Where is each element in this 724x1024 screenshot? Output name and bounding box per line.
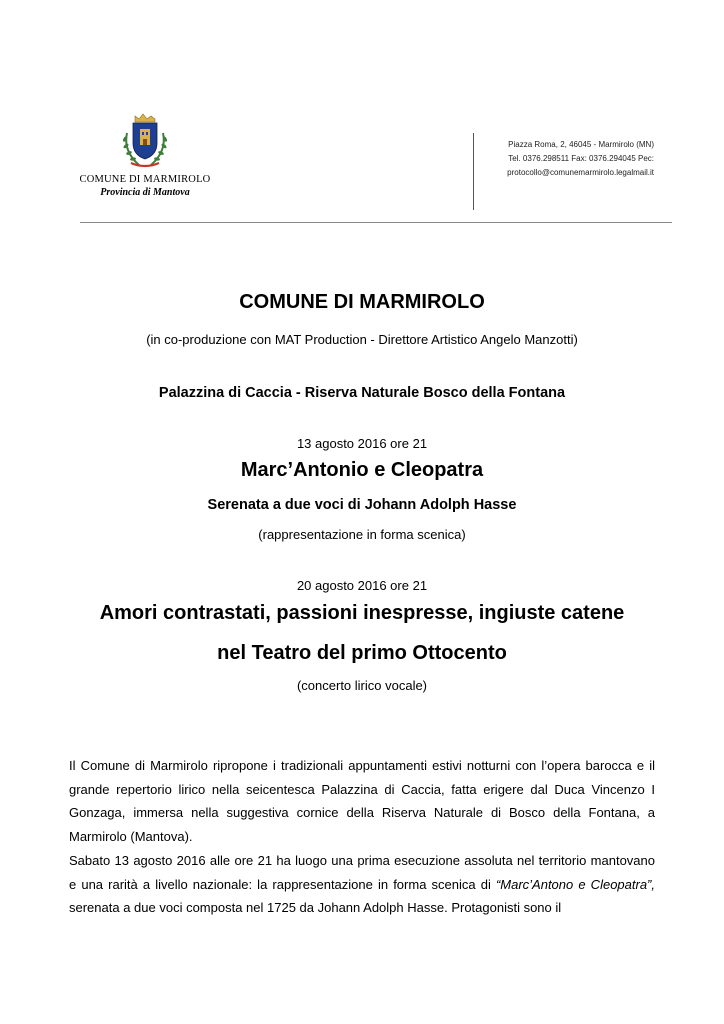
event2-note: (concerto lirico vocale) <box>296 678 428 693</box>
page-title: COMUNE DI MARMIROLO <box>239 291 485 313</box>
contact-address: Piazza Roma, 2, 46045 - Marmirolo (MN) <box>508 140 654 149</box>
body-p2-text-end: serenata a due voci composta nel 1725 da Johann Adolph Hasse. Protagonisti sono il <box>69 900 562 916</box>
body-paragraph-1: Il Comune di Marmirolo ripropone i tradizionali appuntamenti estivi notturni con l’opera barocca e il grande repertorio lirico nella seicentesca Palazzina di Caccia, fatta erigere dal Duca Vincenzo I Gonzaga, immersa nella suggestiva cornice della Riserva Naturale di Bosco della Fontana, a Marmirolo (Mantova). <box>69 758 655 845</box>
event1-note: (rappresentazione in forma scenica) <box>258 527 466 542</box>
event1-subtitle: Serenata a due voci di Johann Adolph Hasse <box>207 497 517 513</box>
event1-title: Marc’Antonio e Cleopatra <box>240 459 484 481</box>
header-divider <box>473 133 474 210</box>
org-province: Provincia di Mantova <box>100 187 190 198</box>
body-paragraph-2 <box>69 849 655 920</box>
event1-date: 13 agosto 2016 ore 21 <box>296 436 428 451</box>
contact-phone-fax: Tel. 0376.298511 Fax: 0376.294045 Pec: <box>508 154 654 163</box>
body-p2-text: Sabato 13 agosto 2016 alle ore 21 ha luogo una prima esecuzione assoluta nel territorio mantovano e una rarità a livello nazionale: la rappresentazione in forma scenica di <box>69 852 655 892</box>
body-p2-italic-title: “Marc’Antono e Cleopatra”, <box>495 876 655 892</box>
coproduction-note: (in co-produzione con MAT Production - Direttore Artistico Angelo Manzotti) <box>146 332 578 347</box>
body-text <box>69 754 655 920</box>
header-rule <box>80 222 672 223</box>
org-name: COMUNE DI MARMIROLO <box>79 174 211 185</box>
venue-heading: Palazzina di Caccia - Riserva Naturale Bosco della Fontana <box>158 385 566 401</box>
municipal-crest-icon <box>117 113 173 173</box>
contact-pec: protocollo@comunemarmirolo.legalmail.it <box>507 168 654 177</box>
event2-title-line1: Amori contrastati, passioni inespresse, ingiuste catene <box>99 602 625 624</box>
event2-title-line2: nel Teatro del primo Ottocento <box>217 642 507 664</box>
event2-date: 20 agosto 2016 ore 21 <box>296 578 428 593</box>
